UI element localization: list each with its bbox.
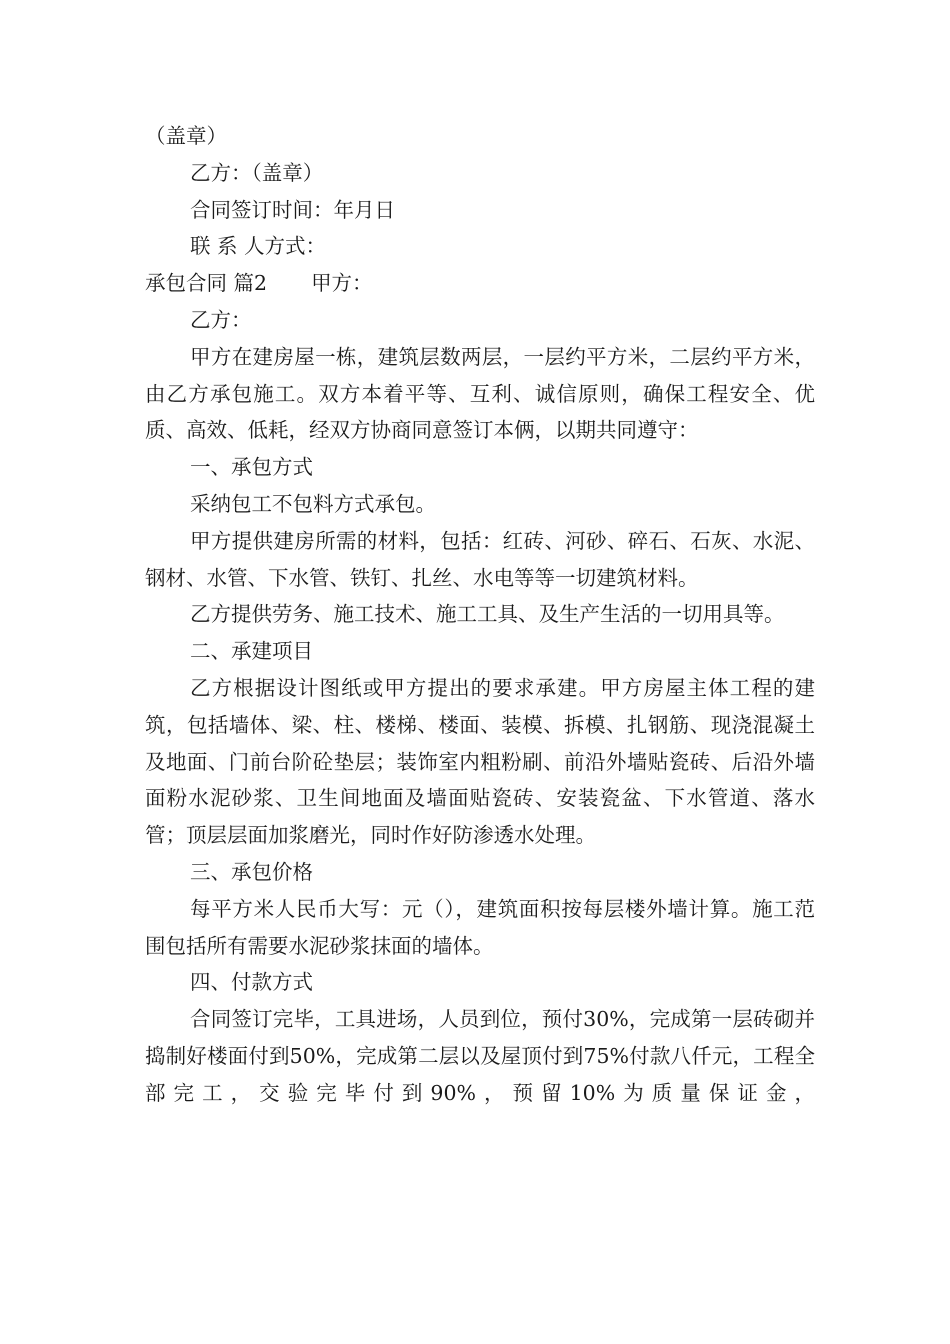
clause-4-paragraph: 合同签订完毕，工具进场，人员到位，预付30%，完成第一层砖砌并捣制好楼面付到50%，完成第二层以及屋顶付到75%付款八仟元，工程全部完工，交验完毕付到90%，预留10%为质量保证金， bbox=[145, 1007, 815, 1105]
clause-1-paragraph-3: 乙方提供劳务、施工技术、施工工具、及生产生活的一切用具等。 bbox=[190, 602, 785, 627]
clause-1-paragraph-2: 甲方提供建房所需的材料，包括：红砖、河砂、碎石、石灰、水泥、钢材、水管、下水管、铁钉、扎丝、水电等等一切建筑材料。 bbox=[145, 528, 815, 590]
party-b-label: 乙方： bbox=[190, 307, 252, 332]
party-a-label: 甲方： bbox=[311, 271, 373, 296]
clause-heading-2: 二、承建项目 bbox=[190, 639, 313, 664]
clause-3-paragraph: 每平方米人民币大写：元（），建筑面积按每层楼外墙计算。施工范围包括所有需要水泥砂浆抹面的墙体。 bbox=[145, 896, 815, 958]
clause-1-paragraph-1: 采纳包工不包料方式承包。 bbox=[190, 491, 436, 516]
clause-heading-3: 三、承包价格 bbox=[190, 859, 313, 884]
contact-line: 联 系 人方式： bbox=[190, 234, 327, 259]
clause-2-paragraph: 乙方根据设计图纸或甲方提出的要求承建。甲方房屋主体工程的建筑，包括墙体、梁、柱、楼梯、楼面、装模、拆模、扎钢筋、现浇混凝土及地面、门前台阶砼垫层；装饰室内粗粉刷、前沿外墙贴瓷砖、后沿外墙面粉水泥砂浆、卫生间地面及墙面贴瓷砖、安装瓷盆、下水管道、落水管；顶层层面加浆磨光，同时作好防渗透水处理。 bbox=[145, 675, 815, 848]
section-heading bbox=[145, 265, 815, 302]
document-page bbox=[145, 118, 815, 1112]
intro-paragraph: 甲方在建房屋一栋，建筑层数两层，一层约平方米，二层约平方米，由乙方承包施工。双方本着平等、互利、诚信原则，确保工程安全、优质、高效、低耗，经双方协商同意签订本俩，以期共同遵守： bbox=[145, 344, 815, 443]
seal-line: （盖章） bbox=[145, 124, 227, 148]
clause-heading-1: 一、承包方式 bbox=[190, 455, 313, 480]
clause-heading-4: 四、付款方式 bbox=[190, 970, 313, 995]
section-title: 承包合同 篇2 bbox=[145, 271, 268, 296]
signing-date-line: 合同签订时间：年月日 bbox=[190, 197, 395, 222]
party-b-seal-line: 乙方：（盖章） bbox=[190, 160, 324, 185]
